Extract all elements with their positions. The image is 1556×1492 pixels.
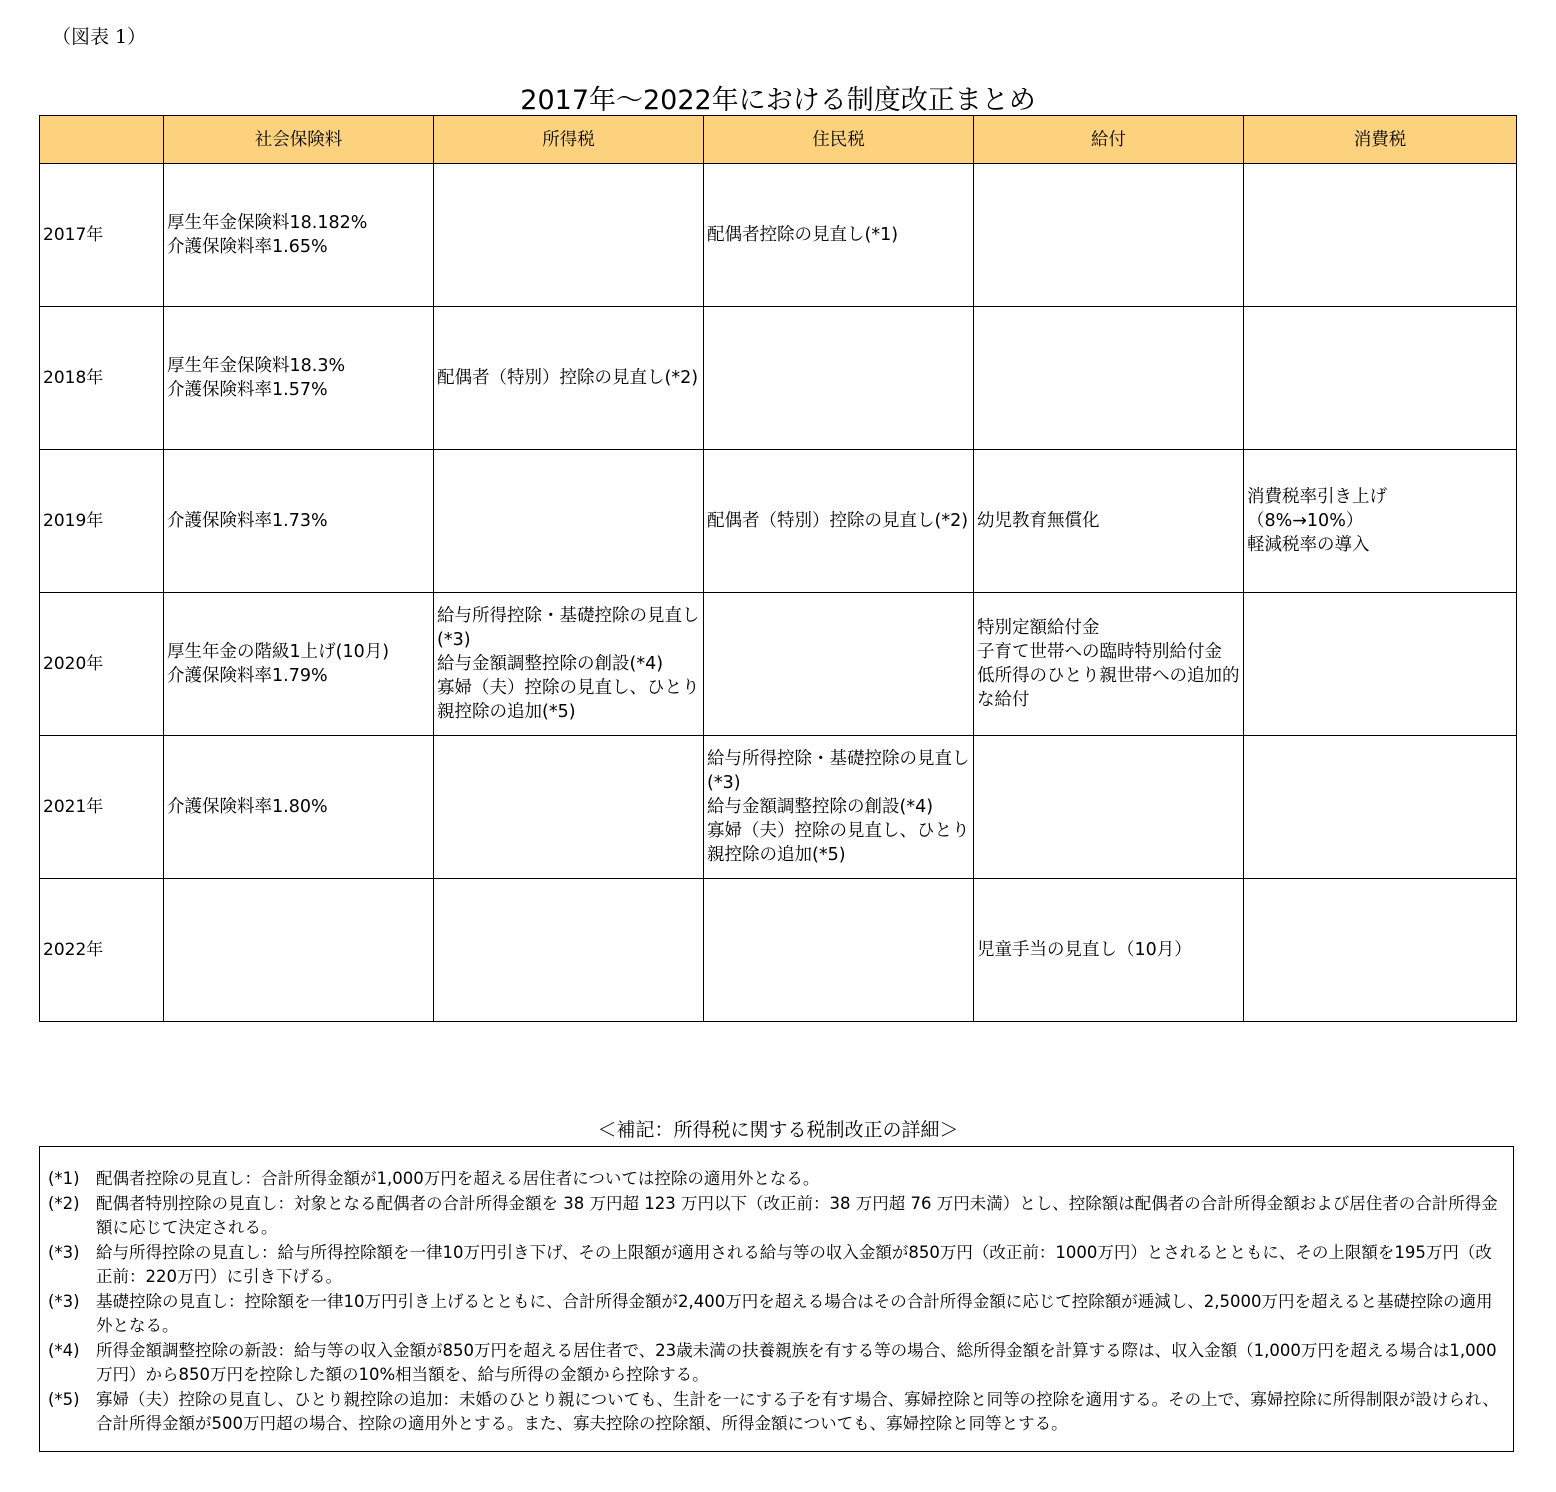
table-row [40,593,1517,736]
cell-line: 給与金額調整控除の創設(*4) [707,797,934,817]
cell-line: 厚生年金保険料18.3% [167,356,346,376]
table-row [40,879,1517,1022]
cell-line: 介護保険料率1.80% [167,797,328,817]
table-row [40,736,1517,879]
cell-consumption-tax [1244,450,1517,593]
cell-line: 消費税率引き上げ [1247,487,1387,507]
cell-line: 寡婦（夫）控除の見直し、ひとり親控除の追加(*5) [437,678,700,722]
cell-income-tax [434,593,704,736]
cell-benefits [974,450,1244,593]
header-corner [40,116,164,164]
note-mark: (*1) [48,1169,80,1188]
cell-line: 低所得のひとり親世帯への追加的な給付 [977,666,1240,710]
note-mark: (*4) [48,1340,80,1360]
cell-line: 介護保険料率1.73% [167,511,328,531]
year-cell: 2018年 [40,307,164,450]
cell-benefits [974,736,1244,879]
cell-line: 介護保険料率1.79% [167,666,328,686]
note-mark: (*2) [48,1193,80,1213]
cell-income-tax [434,307,704,450]
cell-resident-tax [704,450,974,593]
note-item [48,1388,1499,1437]
header-income-tax: 所得税 [434,116,704,164]
table-row [40,307,1517,450]
cell-social-insurance [164,164,434,307]
year-cell: 2020年 [40,593,164,736]
cell-social-insurance [164,736,434,879]
year-cell: 2021年 [40,736,164,879]
header-benefits: 給付 [974,116,1244,164]
year-cell: 2019年 [40,450,164,593]
reform-summary-table [39,115,1517,1022]
cell-line: 幼児教育無償化 [977,511,1100,531]
cell-line: 特別定額給付金 [977,618,1100,638]
cell-resident-tax [704,593,974,736]
cell-benefits [974,164,1244,307]
note-item [48,1241,1499,1290]
cell-consumption-tax [1244,736,1517,879]
cell-line: 配偶者控除の見直し(*1) [707,225,899,245]
note-text: 給与所得控除の見直し：給与所得控除額を一律10万円引き下げ、その上限額が適用される給与等の収入金額が850万円（改正前：1000万円）とされるとともに、その上限額を195万円（改正前：220万円）に引き下げる。 [96,1242,1492,1286]
note-item [48,1339,1499,1388]
page-title: 2017年～2022年における制度改正まとめ [520,85,1036,116]
cell-consumption-tax [1244,879,1517,1022]
note-text: 所得金額調整控除の新設：給与等の収入金額が850万円を超える居住者で、23歳未満の扶養親族を有する等の場合、総所得金額を計算する際は、収入金額（1,000万円を超える場合は1,000万円）から850万円を控除した額の10%相当額を、給与所得の金額から控除する。 [96,1340,1497,1384]
note-text: 基礎控除の見直し：控除額を一律10万円引き上げるとともに、合計所得金額が2,400万円を超える場合はその合計所得金額に応じて控除額が逓減し、2,5000万円を超えると基礎控除の適用外となる。 [96,1291,1493,1335]
table-row [40,164,1517,307]
cell-line: 子育て世帯への臨時特別給付金 [977,642,1222,662]
cell-benefits [974,307,1244,450]
cell-line: （8%→10%） [1247,511,1364,531]
year-cell: 2017年 [40,164,164,307]
cell-resident-tax [704,164,974,307]
note-item [48,1290,1499,1339]
note-text: 配偶者控除の見直し：合計所得金額が1,000万円を超える居住者については控除の適用外となる。 [96,1169,820,1188]
figure-label: （図表 1） [52,26,147,48]
note-text: 寡婦（夫）控除の見直し、ひとり親控除の追加：未婚のひとり親についても、生計を一にする子を有す場合、寡婦控除と同等の控除を適用する。その上で、寡婦控除に所得制限が設けられ、合計所得金額が500万円超の場合、控除の適用外とする。また、寡夫控除の控除額、所得金額についても、寡婦控除と同等とする。 [96,1389,1499,1433]
cell-line: 配偶者（特別）控除の見直し(*2) [707,511,969,531]
cell-line: 配偶者（特別）控除の見直し(*2) [437,368,699,388]
cell-line: 給与所得控除・基礎控除の見直し(*3) [707,749,970,793]
cell-line: 介護保険料率1.65% [167,237,328,257]
cell-social-insurance [164,307,434,450]
cell-line: 厚生年金の階級1上げ(10月) [167,642,390,662]
notes-title: ＜補記：所得税に関する税制改正の詳細＞ [597,1119,959,1141]
header-social-insurance: 社会保険料 [164,116,434,164]
note-item [48,1167,1499,1192]
note-mark: (*3) [48,1291,80,1311]
cell-line: 寡婦（夫）控除の見直し、ひとり親控除の追加(*5) [707,821,970,865]
note-mark: (*3) [48,1242,80,1262]
note-text: 配偶者特別控除の見直し：対象となる配偶者の合計所得金額を 38 万円超 123 万円以下（改正前：38 万円超 76 万円未満）とし、控除額は配偶者の合計所得金額および居住者の合計所得金額に応じて決定される。 [96,1193,1498,1237]
cell-resident-tax [704,736,974,879]
cell-line: 厚生年金保険料18.182% [167,213,368,233]
cell-resident-tax [704,879,974,1022]
cell-line: 児童手当の見直し（10月） [977,940,1192,960]
cell-income-tax [434,736,704,879]
cell-line: 介護保険料率1.57% [167,380,328,400]
year-cell: 2022年 [40,879,164,1022]
note-mark: (*5) [48,1389,80,1409]
cell-social-insurance [164,879,434,1022]
header-consumption-tax: 消費税 [1244,116,1517,164]
cell-resident-tax [704,307,974,450]
cell-benefits [974,879,1244,1022]
note-item [48,1192,1499,1241]
cell-consumption-tax [1244,307,1517,450]
header-resident-tax: 住民税 [704,116,974,164]
cell-line: 軽減税率の導入 [1247,535,1370,555]
cell-benefits [974,593,1244,736]
cell-income-tax [434,164,704,307]
cell-line: 給与金額調整控除の創設(*4) [437,654,664,674]
cell-income-tax [434,450,704,593]
table-header-row [40,116,1517,164]
cell-income-tax [434,879,704,1022]
cell-line: 給与所得控除・基礎控除の見直し(*3) [437,606,700,650]
cell-consumption-tax [1244,593,1517,736]
table-row [40,450,1517,593]
notes-box [39,1146,1514,1452]
cell-social-insurance [164,593,434,736]
cell-social-insurance [164,450,434,593]
cell-consumption-tax [1244,164,1517,307]
